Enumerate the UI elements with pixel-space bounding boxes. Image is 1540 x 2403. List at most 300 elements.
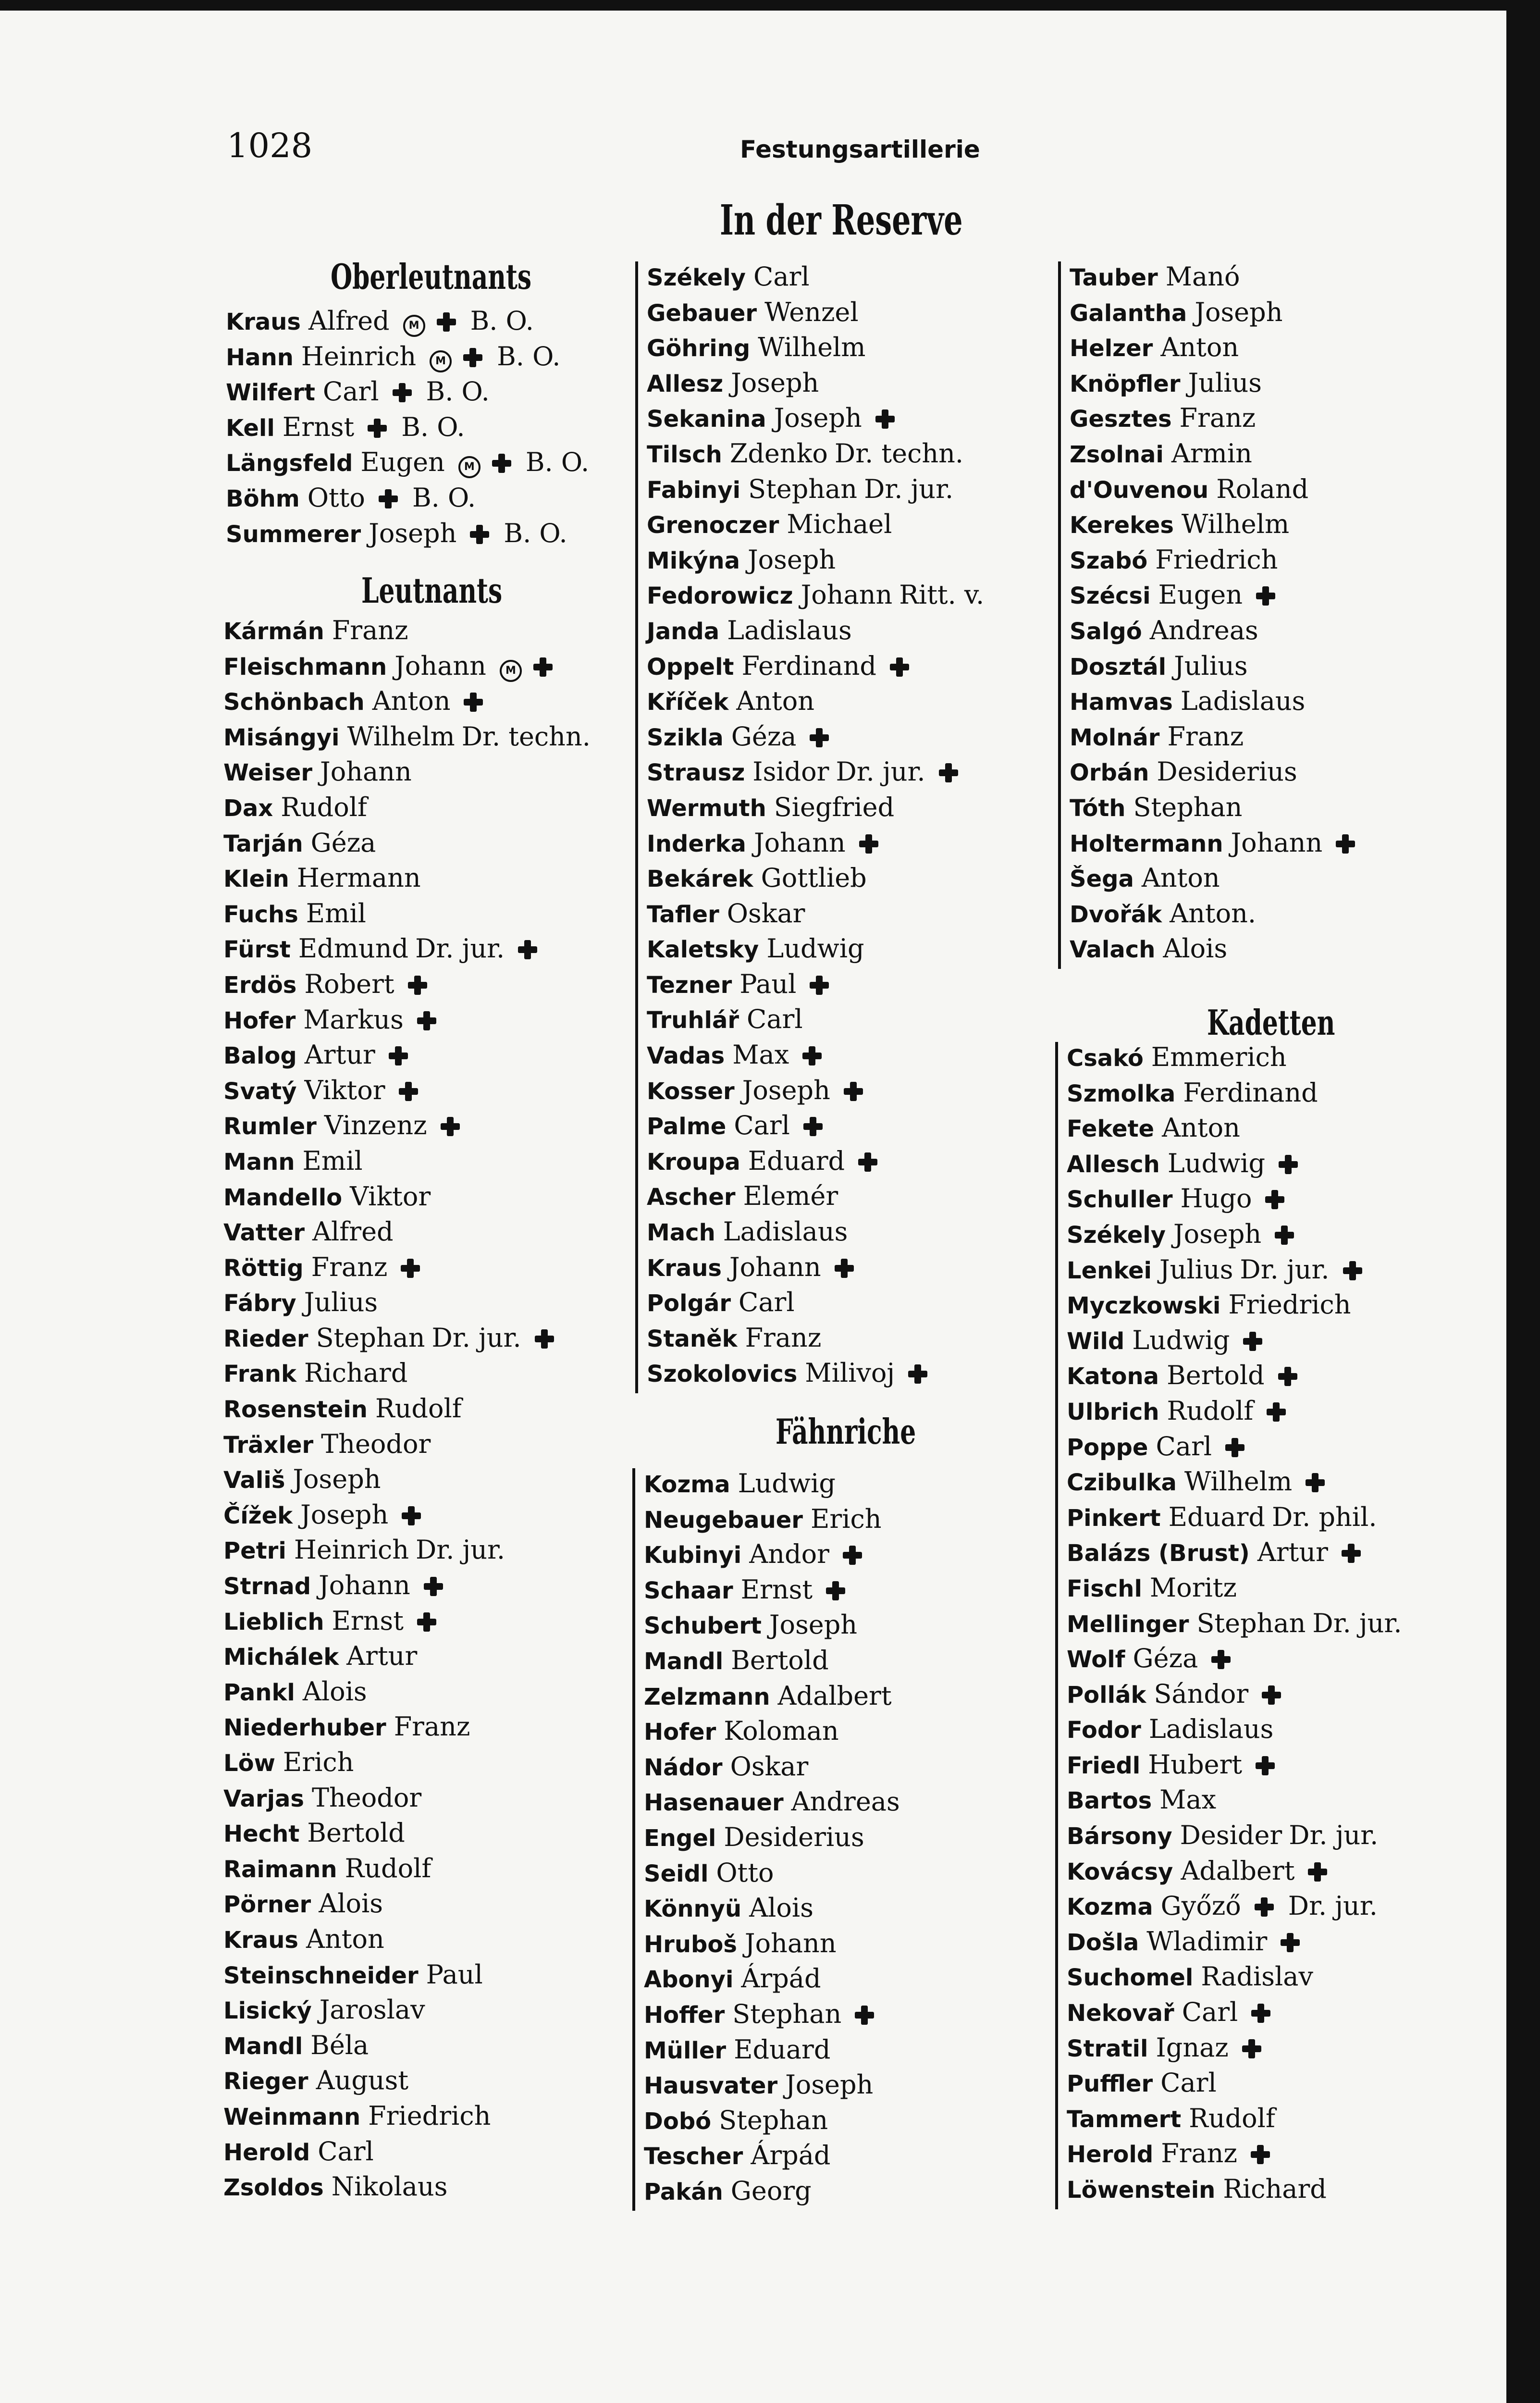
roster-entry — [644, 1786, 1028, 1822]
given-name: Joseph — [1195, 297, 1283, 327]
surname: Schaar — [644, 1577, 733, 1604]
given-name: Manó — [1165, 261, 1240, 292]
roster-entry — [223, 1110, 608, 1146]
surname: Kroupa — [647, 1148, 740, 1176]
given-name: Wladimir — [1146, 1926, 1268, 1957]
roster-entry — [1067, 1997, 1470, 2032]
given-name: Edmund — [298, 933, 409, 964]
cross-icon — [533, 657, 553, 677]
list-kadetten — [1055, 1042, 1470, 2209]
surname: Frank — [223, 1361, 296, 1388]
surname: Salgó — [1070, 618, 1142, 645]
surname: Čížek — [223, 1502, 293, 1529]
given-name: Emmerich — [1151, 1042, 1287, 1072]
cross-icon — [803, 1117, 823, 1136]
given-name: Friedrich — [1228, 1289, 1351, 1320]
surname: Göhring — [647, 335, 751, 362]
given-name: Otto — [716, 1857, 774, 1888]
roster-entry — [223, 1499, 608, 1535]
surname: Zsolnai — [1070, 441, 1164, 468]
rank-note: Dr. jur. — [1288, 1891, 1378, 1921]
surname: Rumler — [223, 1113, 317, 1140]
surname: Allesch — [1067, 1151, 1160, 1178]
roster-entry — [644, 2176, 1028, 2211]
title-suffix: Dr. phil. — [1271, 1501, 1377, 1532]
surname: Längsfeld — [226, 450, 353, 477]
surname: Bársony — [1067, 1823, 1172, 1850]
cross-icon — [835, 1259, 854, 1278]
given-name: Julius — [304, 1287, 378, 1318]
roster-entry — [223, 828, 608, 863]
roster-entry — [223, 969, 608, 1004]
surname: Mikýna — [647, 547, 740, 574]
roster-entry — [1067, 1396, 1470, 1431]
cross-icon — [858, 1152, 877, 1172]
roster-entry — [647, 1323, 1031, 1358]
surname: Mann — [223, 1148, 295, 1176]
surname: Myczkowski — [1067, 1292, 1221, 1320]
given-name: Erich — [283, 1747, 354, 1777]
given-name: Johann — [753, 827, 846, 858]
roster-entry — [1067, 1820, 1470, 1856]
cross-icon — [379, 489, 398, 508]
roster-entry — [1067, 1714, 1470, 1749]
roster-entry — [644, 1574, 1028, 1610]
roster-entry — [1067, 1183, 1470, 1219]
rank-note: B. O. — [470, 306, 534, 336]
surname: Strausz — [647, 759, 745, 787]
roster-entry — [226, 412, 610, 447]
surname: Suchomel — [1067, 1964, 1194, 1992]
roster-entry — [223, 1287, 608, 1323]
given-name: Franz — [1179, 403, 1256, 434]
given-name: Joseph — [769, 1610, 858, 1640]
roster-entry — [223, 933, 608, 969]
roster-entry — [644, 1610, 1028, 1645]
title-suffix: Dr. jur. — [1289, 1820, 1379, 1851]
scan-border-top — [0, 0, 1540, 11]
title-suffix: Dr. jur. — [864, 473, 954, 504]
surname: Mellinger — [1067, 1610, 1189, 1638]
roster-entry — [223, 615, 608, 651]
given-name: Stephan — [719, 2105, 828, 2135]
given-name: Friedrich — [368, 2100, 491, 2131]
surname: Schönbach — [223, 689, 365, 716]
roster-entry — [223, 1040, 608, 1075]
surname: Tammert — [1067, 2106, 1182, 2133]
given-name: Zdenko — [729, 438, 828, 469]
surname: Fodor — [1067, 1717, 1141, 1744]
roster-entry — [647, 545, 1031, 580]
surname: Kříček — [647, 689, 729, 716]
surname: Müller — [644, 2037, 727, 2064]
given-name: Ludwig — [1132, 1325, 1230, 1355]
surname: Engel — [644, 1824, 716, 1852]
given-name: Andreas — [1149, 615, 1258, 645]
surname: Raimann — [223, 1856, 337, 1883]
surname: Puffler — [1067, 2070, 1153, 2098]
given-name: Alois — [302, 1676, 367, 1707]
given-name: Radislav — [1201, 1961, 1313, 1992]
cross-icon — [424, 1577, 443, 1596]
surname: Helzer — [1070, 335, 1153, 362]
roster-entry — [223, 2171, 608, 2207]
cross-icon — [401, 1259, 420, 1278]
surname: Herold — [1067, 2141, 1154, 2168]
surname: Zelzmann — [644, 1683, 770, 1710]
surname: Gesztes — [1070, 406, 1172, 433]
cross-icon — [408, 976, 427, 995]
given-name: Viktor — [350, 1181, 431, 1212]
surname: Könnyü — [644, 1895, 742, 1923]
surname: Hoffer — [644, 2001, 725, 2029]
given-name: Stephan — [1133, 792, 1243, 822]
given-name: Eduard — [748, 1145, 845, 1176]
surname: Fischl — [1067, 1575, 1142, 1602]
cross-icon — [417, 1011, 436, 1030]
given-name: Koloman — [724, 1716, 839, 1747]
surname: Kraus — [223, 1926, 298, 1954]
cross-icon — [810, 976, 829, 995]
surname: Szécsi — [1070, 582, 1151, 610]
rank-note: B. O. — [412, 482, 476, 513]
surname: Allesz — [647, 370, 724, 397]
given-name: Rudolf — [1167, 1395, 1254, 1426]
roster-entry — [647, 1040, 1031, 1075]
surname: Polgár — [647, 1290, 731, 1317]
cross-icon — [1336, 834, 1355, 854]
given-name: Jaroslav — [319, 1994, 425, 2025]
roster-entry — [647, 756, 1031, 792]
cross-icon — [1256, 586, 1275, 606]
roster-entry — [1070, 792, 1454, 828]
roster-entry — [223, 1004, 608, 1040]
roster-entry — [223, 1323, 608, 1358]
given-name: Carl — [753, 261, 810, 292]
given-name: Viktor — [304, 1075, 385, 1105]
roster-entry — [223, 1181, 608, 1217]
roster-entry — [223, 1464, 608, 1499]
given-name: Ernst — [332, 1605, 404, 1636]
cross-icon — [844, 1082, 863, 1101]
given-name: Ludwig — [1167, 1148, 1266, 1178]
roster-entry — [644, 1539, 1028, 1574]
surname: Weinmann — [223, 2103, 361, 2130]
roster-entry — [644, 1681, 1028, 1716]
surname: Mandello — [223, 1184, 343, 1211]
surname: Tilsch — [647, 441, 722, 468]
cross-icon — [399, 1082, 418, 1101]
title-suffix: Dr. jur. — [431, 1322, 521, 1353]
surname: Dobó — [644, 2107, 712, 2135]
surname: Schuller — [1067, 1186, 1173, 1214]
cross-icon — [1242, 2039, 1261, 2058]
title-suffix: Dr. jur. — [416, 1535, 505, 1565]
surname: Steinschneider — [223, 1962, 419, 1989]
roster-entry — [644, 1822, 1028, 1858]
roster-entry — [223, 1216, 608, 1252]
roster-entry — [644, 2034, 1028, 2070]
roster-entry — [1070, 297, 1454, 333]
cross-icon — [368, 419, 387, 438]
cross-icon — [802, 1046, 822, 1065]
surname: Klein — [223, 866, 289, 893]
roster-entry — [223, 1146, 608, 1181]
roster-entry — [1070, 403, 1454, 438]
roster-entry — [1067, 1856, 1470, 1891]
surname: Staněk — [647, 1325, 738, 1352]
roster-entry — [647, 863, 1031, 898]
cross-icon — [1243, 1332, 1262, 1351]
given-name: Emil — [302, 1145, 363, 1176]
given-name: Erich — [810, 1503, 882, 1534]
roster-entry — [647, 580, 1031, 615]
roster-entry — [226, 376, 610, 412]
given-name: Anton — [306, 1923, 384, 1954]
roster-entry — [1067, 2103, 1470, 2139]
surname: Kell — [226, 414, 275, 442]
roster-entry — [223, 1783, 608, 1818]
given-name: Ladislaus — [1148, 1714, 1274, 1745]
surname: Stratil — [1067, 2035, 1148, 2062]
surname: Bartos — [1067, 1787, 1152, 1815]
roster-entry — [647, 368, 1031, 403]
cross-icon — [389, 1046, 408, 1065]
roster-entry — [644, 1928, 1028, 1964]
surname: Tauber — [1070, 264, 1158, 291]
roster-entry — [1067, 2174, 1470, 2209]
given-name: Richard — [304, 1358, 408, 1388]
surname: Holtermann — [1070, 830, 1223, 857]
given-name: Heinrich — [294, 1535, 409, 1565]
roster-entry — [647, 1146, 1031, 1181]
roster-entry — [223, 1641, 608, 1676]
cross-icon — [1225, 1438, 1244, 1457]
roster-entry — [1067, 2138, 1470, 2174]
roster-entry — [647, 792, 1031, 828]
roster-entry — [223, 1711, 608, 1747]
surname: Fleischmann — [223, 653, 387, 681]
surname: Pankl — [223, 1679, 295, 1706]
given-name: Alois — [319, 1888, 383, 1919]
rank-note: B. O. — [426, 376, 490, 407]
given-name: Alois — [749, 1893, 813, 1923]
roster-entry — [1067, 1926, 1470, 1962]
roster-entry — [647, 261, 1031, 297]
given-name: Johann — [319, 1570, 410, 1601]
roster-entry — [1067, 1289, 1470, 1325]
cross-icon — [843, 1546, 862, 1565]
surname: Röttig — [223, 1254, 304, 1282]
given-name: Ladislaus — [727, 615, 852, 645]
rank-note: B. O. — [401, 411, 465, 442]
roster-entry — [223, 1747, 608, 1783]
given-name: Franz — [1161, 2138, 1237, 2169]
roster-entry — [1067, 1502, 1470, 1537]
cross-icon — [470, 525, 489, 544]
given-name: Alois — [1163, 933, 1228, 964]
roster-entry — [647, 969, 1031, 1004]
surname: Balog — [223, 1042, 297, 1070]
given-name: Rudolf — [345, 1853, 431, 1883]
surname: Hamvas — [1070, 689, 1173, 716]
medal-icon: M — [403, 315, 425, 337]
surname: Wild — [1067, 1327, 1125, 1355]
surname: Grenoczer — [647, 512, 779, 539]
given-name: Anton — [1160, 332, 1239, 363]
surname: Gebauer — [647, 299, 757, 327]
given-name: Árpád — [741, 1963, 821, 1994]
title-suffix: Dr. jur. — [415, 933, 505, 964]
given-name: Johann — [320, 756, 412, 787]
given-name: Eugen — [1158, 580, 1243, 610]
given-name: Johann — [744, 1928, 837, 1958]
given-name: Theodor — [312, 1782, 422, 1813]
surname: Hann — [226, 344, 294, 371]
roster-entry — [1070, 474, 1454, 509]
given-name: Stephan — [748, 473, 858, 504]
given-name: Hugo — [1180, 1183, 1252, 1214]
surname: Friedl — [1067, 1752, 1141, 1779]
surname: Tafler — [647, 901, 719, 928]
surname: Janda — [647, 618, 720, 645]
surname: Wermuth — [647, 794, 766, 822]
given-name: Elemér — [743, 1181, 838, 1212]
cross-icon — [855, 2006, 874, 2025]
roster-entry — [647, 1287, 1031, 1323]
cross-icon — [535, 1329, 554, 1349]
cross-icon — [1306, 1473, 1325, 1492]
given-name: Joseph — [369, 518, 457, 548]
cross-icon — [441, 1117, 460, 1136]
surname: Böhm — [226, 485, 300, 512]
surname: Truhlář — [647, 1007, 739, 1034]
given-name: Stephan — [732, 1998, 842, 2029]
page-number: 1028 — [227, 126, 313, 165]
medal-icon: M — [430, 350, 452, 372]
given-name: Eduard — [734, 2034, 831, 2065]
roster-entry — [647, 686, 1031, 721]
surname: Fuchs — [223, 901, 298, 928]
given-name: Béla — [310, 2030, 369, 2060]
given-name: Max — [732, 1040, 789, 1070]
roster-entry — [223, 1358, 608, 1393]
running-head: Festungsartillerie — [740, 136, 980, 163]
given-name: Wilhelm — [1181, 509, 1290, 540]
given-name: Vinzenz — [324, 1110, 427, 1141]
surname: Tescher — [644, 2143, 743, 2170]
surname: Nekovař — [1067, 2000, 1174, 2027]
roster-entry — [223, 1959, 608, 1995]
surname: Hruboš — [644, 1931, 737, 1958]
surname: Dvořák — [1070, 901, 1162, 928]
cross-icon — [1267, 1402, 1286, 1422]
given-name: Ferdinand — [1183, 1077, 1318, 1108]
roster-entry — [223, 898, 608, 934]
surname: Fábry — [223, 1290, 296, 1317]
cross-icon — [1342, 1544, 1361, 1563]
surname: Kosser — [647, 1078, 735, 1105]
given-name: Paul — [739, 968, 797, 999]
given-name: Adalbert — [777, 1680, 892, 1711]
roster-entry — [223, 1535, 608, 1570]
surname: Erdös — [223, 971, 297, 999]
roster-entry — [223, 863, 608, 898]
rank-note: B. O. — [504, 518, 567, 548]
roster-entry — [644, 2069, 1028, 2105]
given-name: Roland — [1216, 473, 1309, 504]
given-name: Ludwig — [766, 933, 864, 964]
given-name: Artur — [346, 1641, 418, 1672]
roster-entry — [1067, 1679, 1470, 1714]
surname: Bekárek — [647, 866, 753, 893]
surname: Székely — [1067, 1221, 1166, 1249]
surname: Hofer — [644, 1719, 716, 1746]
surname: Michálek — [223, 1644, 339, 1671]
surname: Lenkei — [1067, 1257, 1152, 1284]
given-name: Max — [1159, 1784, 1217, 1815]
cross-icon — [1279, 1155, 1298, 1174]
surname: Vadas — [647, 1042, 725, 1070]
roster-entry — [223, 2030, 608, 2066]
roster-entry — [1067, 1113, 1470, 1148]
roster-entry — [644, 1999, 1028, 2034]
given-name: Carl — [1182, 1997, 1238, 2028]
given-name: Franz — [745, 1322, 822, 1353]
given-name: Joseph — [300, 1499, 389, 1530]
given-name: Desiderius — [724, 1821, 864, 1852]
surname: Varjas — [223, 1785, 304, 1812]
roster-entry — [223, 1994, 608, 2030]
surname: Weiser — [223, 759, 313, 787]
given-name: Rudolf — [375, 1393, 462, 1424]
given-name: Bertold — [731, 1645, 829, 1675]
roster-entry — [223, 1393, 608, 1429]
given-name: Anton — [372, 686, 451, 717]
cross-icon — [1278, 1367, 1297, 1386]
surname: Ascher — [647, 1184, 736, 1211]
given-name: Georg — [730, 2175, 812, 2206]
cross-icon — [1275, 1226, 1294, 1245]
roster-entry — [1070, 261, 1454, 297]
given-name: Győző — [1160, 1891, 1241, 1921]
section-title-leutnants: Leutnants — [361, 570, 503, 611]
surname: Kovácsy — [1067, 1858, 1173, 1885]
given-name: Ladislaus — [723, 1216, 848, 1247]
given-name: Julius — [1188, 367, 1262, 398]
cross-icon — [1256, 1756, 1275, 1775]
surname: Neugebauer — [644, 1506, 803, 1534]
roster-entry — [223, 1570, 608, 1606]
given-name: Géza — [310, 827, 376, 858]
roster-entry — [1067, 1431, 1470, 1467]
given-name: Desider — [1180, 1820, 1282, 1851]
list-faehnriche — [632, 1468, 1028, 2211]
roster-entry — [647, 828, 1031, 863]
given-name: Carl — [322, 376, 379, 407]
surname: Kraus — [647, 1254, 722, 1282]
given-name: Carl — [318, 2136, 374, 2167]
given-name: Wilhelm — [758, 332, 866, 363]
section-title-oberleutnants: Oberleutnants — [331, 256, 532, 297]
given-name: Rudolf — [281, 792, 367, 822]
roster-entry — [1067, 1042, 1470, 1078]
roster-entry — [647, 474, 1031, 509]
surname: Misángyi — [223, 724, 340, 751]
surname: Kozma — [644, 1471, 730, 1498]
given-name: Johann — [729, 1251, 821, 1282]
roster-entry — [1070, 580, 1454, 615]
